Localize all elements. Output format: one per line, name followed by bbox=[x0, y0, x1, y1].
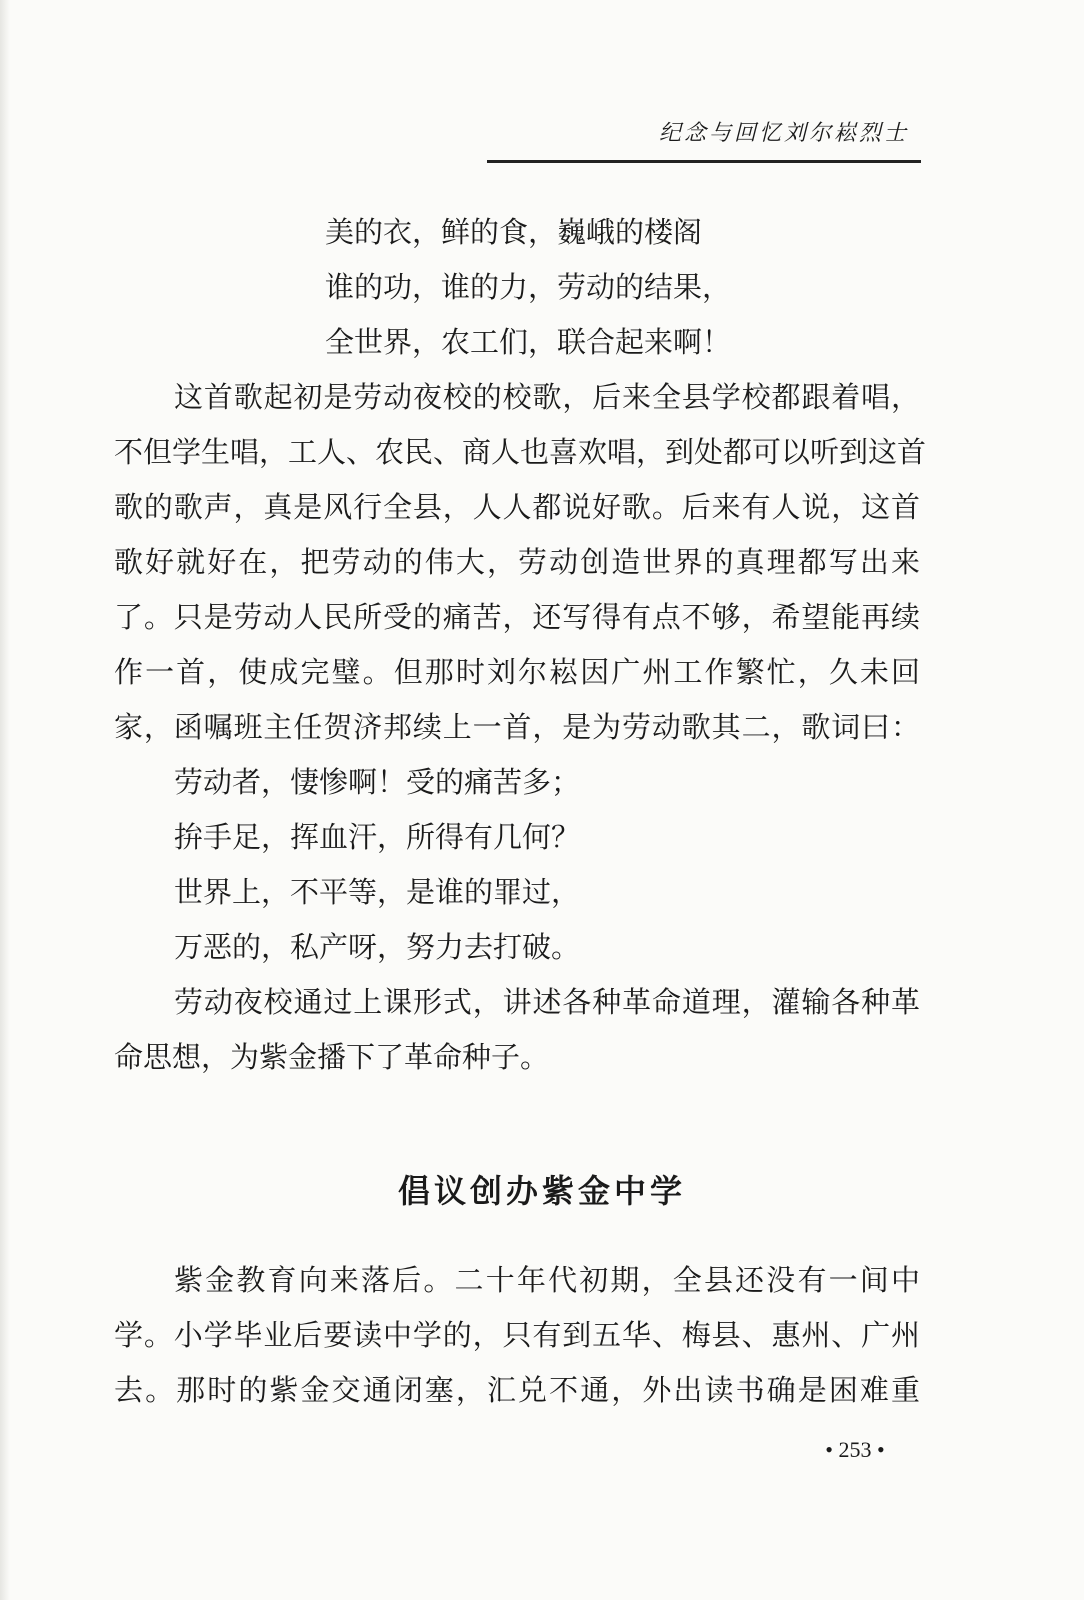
paragraph-line: 学。小学毕业后要读中学的，只有到五华、梅县、惠州、广州 bbox=[114, 1318, 920, 1352]
section-heading: 倡议创办紫金中学 bbox=[397, 1172, 686, 1210]
paragraph-line: 去。那时的紫金交通闭塞，汇兑不通，外出读书确是困难重 bbox=[114, 1373, 920, 1407]
paragraph-line: 家，函嘱班主任贺济邦续上一首，是为劳动歌其二，歌词曰： bbox=[114, 710, 920, 744]
lyric-line: 拚手足，挥血汗，所得有几何？ bbox=[174, 820, 581, 854]
poem-line: 全世界，农工们，联合起来啊！ bbox=[325, 325, 732, 359]
poem-line: 谁的功，谁的力，劳动的结果， bbox=[325, 270, 732, 304]
lyric-line: 世界上，不平等，是谁的罪过， bbox=[174, 875, 581, 909]
header-rule bbox=[487, 160, 921, 163]
lyric-line: 万恶的，私产呀，努力去打破。 bbox=[174, 930, 581, 964]
paragraph-line: 歌好就好在，把劳动的伟大，劳动创造世界的真理都写出来 bbox=[114, 545, 920, 579]
lyric-line: 劳动者，悽惨啊！受的痛苦多； bbox=[174, 765, 581, 799]
paragraph-line: 了。只是劳动人民所受的痛苦，还写得有点不够，希望能再续 bbox=[114, 600, 920, 634]
paragraph-line: 作一首，使成完璧。但那时刘尔崧因广州工作繁忙，久未回 bbox=[114, 655, 920, 689]
paragraph-line: 这首歌起初是劳动夜校的校歌，后来全县学校都跟着唱， bbox=[174, 380, 920, 414]
running-header-title: 纪念与回忆刘尔崧烈士 bbox=[658, 121, 909, 146]
page-edge-shadow bbox=[0, 0, 10, 1600]
paragraph-line: 不但学生唱，工人、农民、商人也喜欢唱，到处都可以听到这首 bbox=[114, 435, 927, 469]
paragraph-line: 命思想，为紫金播下了革命种子。 bbox=[114, 1040, 550, 1074]
paragraph-line: 歌的歌声，真是风行全县，人人都说好歌。后来有人说，这首 bbox=[114, 490, 920, 524]
poem-line: 美的衣，鲜的食，巍峨的楼阁 bbox=[325, 215, 703, 249]
page-number: • 253 • bbox=[825, 1437, 885, 1462]
paragraph-line: 紫金教育向来落后。二十年代初期，全县还没有一间中 bbox=[174, 1263, 920, 1297]
paragraph-line: 劳动夜校通过上课形式，讲述各种革命道理，灌输各种革 bbox=[174, 985, 920, 1019]
